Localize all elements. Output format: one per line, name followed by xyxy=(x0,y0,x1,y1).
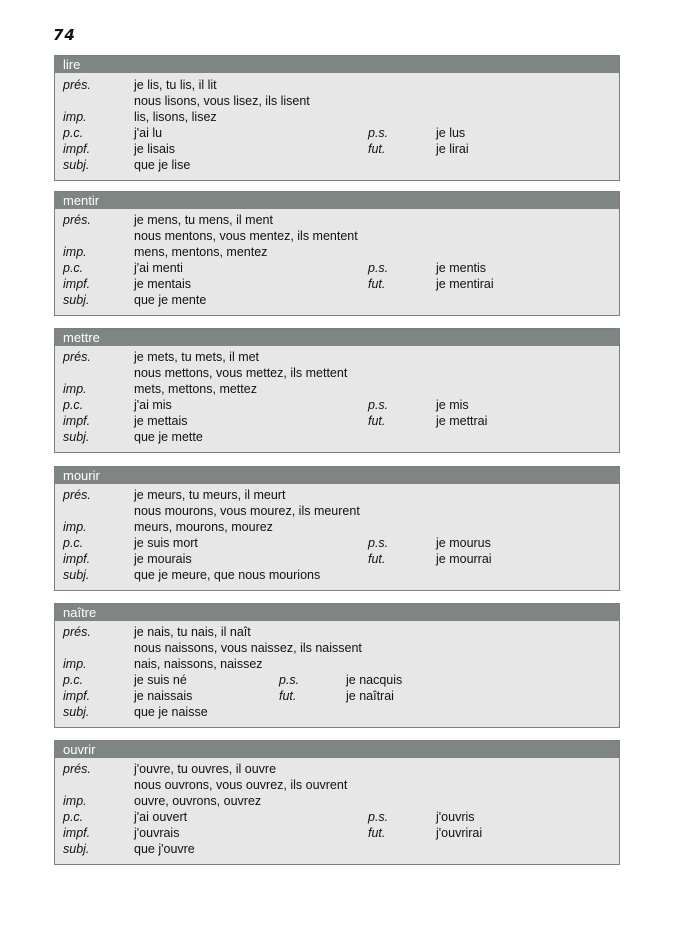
fut-label: fut. xyxy=(368,277,386,291)
impf-label: impf. xyxy=(63,277,91,291)
pc-value: j'ai mis xyxy=(134,398,172,412)
pres-label: prés. xyxy=(63,78,91,92)
ps-value: je mentis xyxy=(436,261,487,275)
imp-label: imp. xyxy=(63,245,87,259)
subj-value: que je meure, que nous mourions xyxy=(134,568,321,582)
imp-value: meurs, mourons, mourez xyxy=(134,520,273,534)
pres-plural: nous mentons, vous mentez, ils mentent xyxy=(134,229,358,243)
ps-value: je mis xyxy=(436,398,469,412)
pres-plural: nous mettons, vous mettez, ils mettent xyxy=(134,366,348,380)
subj-label: subj. xyxy=(63,430,90,444)
verb-title: lire xyxy=(55,56,619,73)
ps-label: p.s. xyxy=(368,261,389,275)
pc-label: p.c. xyxy=(63,810,84,824)
subj-value: que j'ouvre xyxy=(134,842,195,856)
impf-label: impf. xyxy=(63,689,91,703)
imp-label: imp. xyxy=(63,520,87,534)
subj-value: que je mente xyxy=(134,293,207,307)
ps-label: p.s. xyxy=(368,398,389,412)
fut-value: je mettrai xyxy=(436,414,488,428)
impf-label: impf. xyxy=(63,414,91,428)
fut-value: je mentirai xyxy=(436,277,494,291)
impf-value: je mentais xyxy=(134,277,191,291)
pres-label: prés. xyxy=(63,488,91,502)
subj-label: subj. xyxy=(63,842,90,856)
fut-value: je mourrai xyxy=(436,552,492,566)
pc-value: j'ai ouvert xyxy=(134,810,188,824)
imp-label: imp. xyxy=(63,657,87,671)
subj-value: que je lise xyxy=(134,158,191,172)
impf-value: je naissais xyxy=(134,689,193,703)
ps-label: p.s. xyxy=(368,126,389,140)
impf-label: impf. xyxy=(63,142,91,156)
imp-value: mets, mettons, mettez xyxy=(134,382,257,396)
verb-table-mourir xyxy=(54,466,620,591)
imp-label: imp. xyxy=(63,110,87,124)
imp-value: ouvre, ouvrons, ouvrez xyxy=(134,794,262,808)
pres-plural: nous mourons, vous mourez, ils meurent xyxy=(134,504,360,518)
verb-table-mettre xyxy=(54,328,620,453)
pres-plural: nous lisons, vous lisez, ils lisent xyxy=(134,94,310,108)
imp-label: imp. xyxy=(63,382,87,396)
pres-label: prés. xyxy=(63,625,91,639)
pc-label: p.c. xyxy=(63,126,84,140)
imp-value: lis, lisons, lisez xyxy=(134,110,217,124)
pc-label: p.c. xyxy=(63,536,84,550)
ps-value: je lus xyxy=(436,126,466,140)
pres-singular: je nais, tu nais, il naît xyxy=(134,625,251,639)
pres-label: prés. xyxy=(63,762,91,776)
page-number: 74 xyxy=(53,26,76,44)
pc-value: je suis mort xyxy=(134,536,198,550)
pc-value: je suis né xyxy=(134,673,187,687)
imp-value: mens, mentons, mentez xyxy=(134,245,268,259)
verb-table-naitre xyxy=(54,603,620,728)
verb-table-lire xyxy=(54,55,620,181)
ps-label: p.s. xyxy=(368,536,389,550)
fut-value: j'ouvrirai xyxy=(436,826,483,840)
verb-title: mentir xyxy=(55,192,619,209)
fut-value: je lirai xyxy=(436,142,469,156)
impf-value: je mettais xyxy=(134,414,188,428)
ps-label: p.s. xyxy=(279,673,300,687)
subj-label: subj. xyxy=(63,158,90,172)
fut-label: fut. xyxy=(368,142,386,156)
fut-label: fut. xyxy=(368,826,386,840)
subj-value: que je mette xyxy=(134,430,203,444)
pc-value: j'ai lu xyxy=(134,126,163,140)
pres-singular: je mens, tu mens, il ment xyxy=(134,213,273,227)
imp-value: nais, naissons, naissez xyxy=(134,657,263,671)
verb-title: mourir xyxy=(55,467,619,484)
ps-label: p.s. xyxy=(368,810,389,824)
ps-value: je mourus xyxy=(436,536,491,550)
verb-title: naître xyxy=(55,604,619,621)
pres-singular: je lis, tu lis, il lit xyxy=(134,78,217,92)
impf-value: je mourais xyxy=(134,552,192,566)
impf-label: impf. xyxy=(63,826,91,840)
ps-value: je nacquis xyxy=(346,673,403,687)
verb-table-mentir xyxy=(54,191,620,316)
pc-value: j'ai menti xyxy=(134,261,183,275)
subj-label: subj. xyxy=(63,293,90,307)
pc-label: p.c. xyxy=(63,261,84,275)
fut-label: fut. xyxy=(368,414,386,428)
fut-value: je naîtrai xyxy=(346,689,394,703)
imp-label: imp. xyxy=(63,794,87,808)
pres-label: prés. xyxy=(63,350,91,364)
pres-singular: je mets, tu mets, il met xyxy=(134,350,260,364)
pc-label: p.c. xyxy=(63,673,84,687)
verb-table-ouvrir xyxy=(54,740,620,865)
impf-value: j'ouvrais xyxy=(134,826,180,840)
verb-title: ouvrir xyxy=(55,741,619,758)
pres-label: prés. xyxy=(63,213,91,227)
impf-label: impf. xyxy=(63,552,91,566)
fut-label: fut. xyxy=(368,552,386,566)
pres-plural: nous naissons, vous naissez, ils naissent xyxy=(134,641,362,655)
subj-value: que je naisse xyxy=(134,705,208,719)
pres-singular: j'ouvre, tu ouvres, il ouvre xyxy=(134,762,277,776)
verb-title: mettre xyxy=(55,329,619,346)
pc-label: p.c. xyxy=(63,398,84,412)
pres-singular: je meurs, tu meurs, il meurt xyxy=(134,488,286,502)
impf-value: je lisais xyxy=(134,142,175,156)
ps-value: j'ouvris xyxy=(436,810,475,824)
pres-plural: nous ouvrons, vous ouvrez, ils ouvrent xyxy=(134,778,348,792)
subj-label: subj. xyxy=(63,568,90,582)
subj-label: subj. xyxy=(63,705,90,719)
fut-label: fut. xyxy=(279,689,297,703)
